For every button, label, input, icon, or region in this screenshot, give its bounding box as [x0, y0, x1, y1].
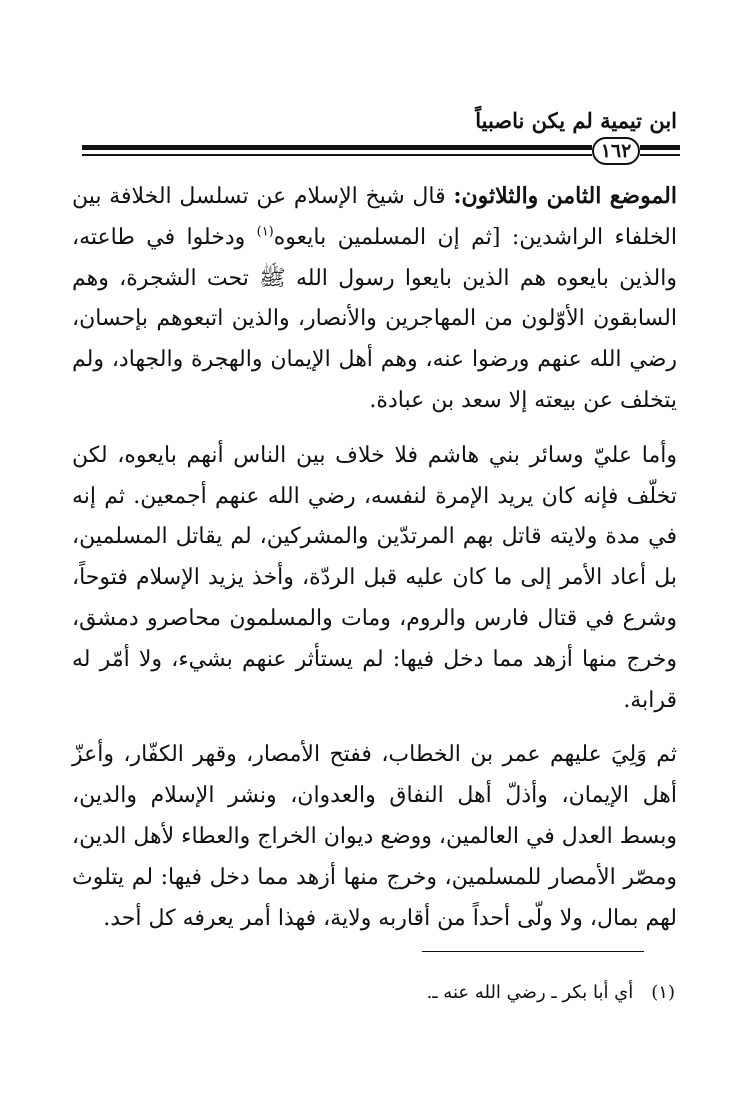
paragraph-2: وأما عليّ وسائر بني هاشم فلا خلاف بين الناس أنهم بايعوه، لكن تخلّف فإنه كان يريد الإمرة لنفسه، رضي الله عنهم أجمعين. ثم إنه في مدة ولايته قاتل بهم المرتدّين والمشركين، لم يقاتل المسلمين، بل أعاد الأمر إلى ما كان عليه قبل الردّة، وأخذ يزيد الإسلام فتوحاً، وشرع في قتال فارس والروم، ومات والمسلمون محاصرو دمشق، وخرج منها أزهد مما دخل فيها: لم يستأثر عنهم بشيء، ولا أمّر له قرابة. — [72, 442, 677, 713]
running-title: ابن تيمية لم يكن ناصبياً — [475, 108, 677, 133]
footnote-reference[interactable]: (١) — [256, 224, 274, 240]
paragraph-3: ثم وَلِيَ عليهم عمر بن الخطاب، ففتح الأمصار، وقهر الكفّار، وأعزّ أهل الإيمان، وأذلّ أهل النفاق والعدوان، ونشر الإسلام والدين، وبسط العدل في العالمين، ووضع ديوان الخراج والعطاء لأهل الدين، ومصّر الأمصار للمسلمين، وخرج منها أزهد مما دخل فيها: لم يتلوث لهم بمال، ولا ولّى أحداً من أقاربه ولاية، فهذا أمر يعرفه كل أحد. — [72, 742, 677, 931]
header-rule-thin — [82, 154, 592, 156]
footnote-number: (١) — [651, 982, 675, 1003]
footnote-separator — [422, 951, 644, 952]
paragraph-1-part-1: قال شيخ الإسلام عن تسلسل الخلافة بين الخلفاء الراشدين: [ثم إن المسلمين بايعوه — [72, 184, 677, 250]
paragraph-1 — [72, 176, 677, 422]
header-rule-thick — [82, 145, 592, 150]
header-rule-stub — [640, 145, 680, 150]
section-lead: الموضع الثامن والثلاثون: — [453, 183, 677, 209]
main-text — [72, 176, 677, 953]
page-number: ١٦٢ — [592, 137, 640, 165]
footnote — [427, 982, 675, 1003]
footnote-text: أي أبا بكر ـ رضي الله عنه ـ. — [426, 982, 634, 1003]
header-rule-stub-thin — [640, 154, 680, 156]
paragraph-1-part-2: ودخلوا في طاعته، والذين بايعوه هم الذين بايعوا رسول الله ﷺ تحت الشجرة، وهم السابقون الأوّلون من المهاجرين والأنصار، والذين اتبعوهم بإحسان، رضي الله عنهم ورضوا عنه، وهم أهل الإيمان والهجرة والجهاد، ولم يتخلف عن بيعته إلا سعد بن عبادة. — [72, 224, 677, 413]
